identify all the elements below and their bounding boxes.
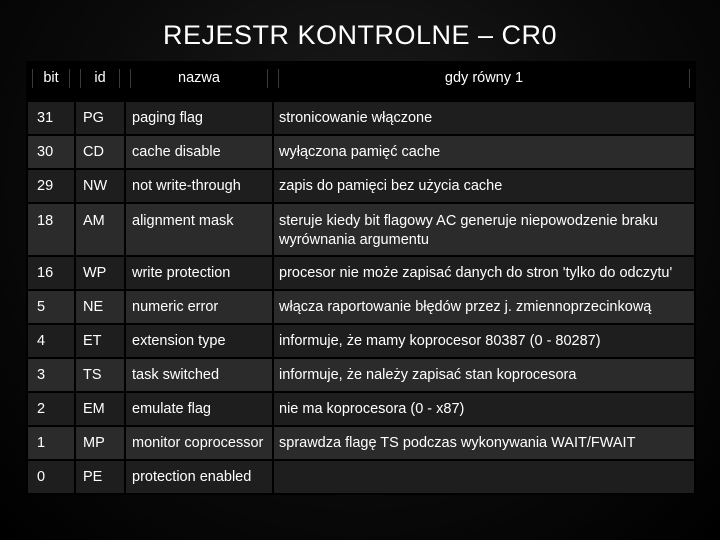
cell-desc: włącza raportowanie błędów przez j. zmiennoprzecinkową (273, 290, 695, 324)
slide-title: REJESTR KONTROLNE – CR0 (162, 20, 558, 50)
table-row (27, 392, 695, 426)
cell-name: protection enabled (125, 460, 273, 494)
cell-desc: steruje kiedy bit flagowy AC generuje niepowodzenie braku wyrównania argumentu (273, 203, 695, 256)
header-id: id (75, 62, 125, 101)
cell-name: monitor coprocessor (125, 426, 273, 460)
cell-bit: 30 (27, 135, 75, 169)
header-name: nazwa (125, 62, 273, 101)
cell-name: numeric error (125, 290, 273, 324)
cell-name: alignment mask (125, 203, 273, 256)
header-bit: bit (27, 62, 75, 101)
table-row (27, 135, 695, 169)
cell-name: paging flag (125, 101, 273, 135)
table-header-row (27, 62, 695, 101)
cell-id: ET (75, 324, 125, 358)
cell-desc (273, 460, 695, 494)
cell-id: EM (75, 392, 125, 426)
cell-name: task switched (125, 358, 273, 392)
cell-id: MP (75, 426, 125, 460)
table-body (27, 101, 695, 494)
cell-bit: 18 (27, 203, 75, 256)
table-row (27, 324, 695, 358)
cell-desc: informuje, że należy zapisać stan koprocesora (273, 358, 695, 392)
cell-name: not write-through (125, 169, 273, 203)
cell-id: CD (75, 135, 125, 169)
table-row (27, 290, 695, 324)
cell-desc: sprawdza flagę TS podczas wykonywania WAIT/FWAIT (273, 426, 695, 460)
cell-id: AM (75, 203, 125, 256)
cell-bit: 16 (27, 256, 75, 290)
cell-bit: 0 (27, 460, 75, 494)
table-row (27, 426, 695, 460)
cell-desc: procesor nie może zapisać danych do stron 'tylko do odczytu' (273, 256, 695, 290)
table-row (27, 203, 695, 256)
cell-id: WP (75, 256, 125, 290)
table-row (27, 169, 695, 203)
cell-desc: zapis do pamięci bez użycia cache (273, 169, 695, 203)
cell-id: TS (75, 358, 125, 392)
cell-bit: 4 (27, 324, 75, 358)
cell-id: PG (75, 101, 125, 135)
table-row (27, 256, 695, 290)
cell-name: extension type (125, 324, 273, 358)
cell-name: cache disable (125, 135, 273, 169)
cell-bit: 31 (27, 101, 75, 135)
table-row (27, 101, 695, 135)
cell-desc: wyłączona pamięć cache (273, 135, 695, 169)
cell-id: NE (75, 290, 125, 324)
cell-name: write protection (125, 256, 273, 290)
cell-id: PE (75, 460, 125, 494)
cell-bit: 5 (27, 290, 75, 324)
header-desc: gdy równy 1 (273, 62, 695, 101)
cell-bit: 1 (27, 426, 75, 460)
cr0-register-table (26, 61, 696, 495)
cell-name: emulate flag (125, 392, 273, 426)
cell-bit: 3 (27, 358, 75, 392)
table-row (27, 358, 695, 392)
cell-desc: nie ma koprocesora (0 - x87) (273, 392, 695, 426)
cell-desc: stronicowanie włączone (273, 101, 695, 135)
table-row (27, 460, 695, 494)
cell-desc: informuje, że mamy koprocesor 80387 (0 - 80287) (273, 324, 695, 358)
cell-bit: 2 (27, 392, 75, 426)
cell-bit: 29 (27, 169, 75, 203)
cell-id: NW (75, 169, 125, 203)
